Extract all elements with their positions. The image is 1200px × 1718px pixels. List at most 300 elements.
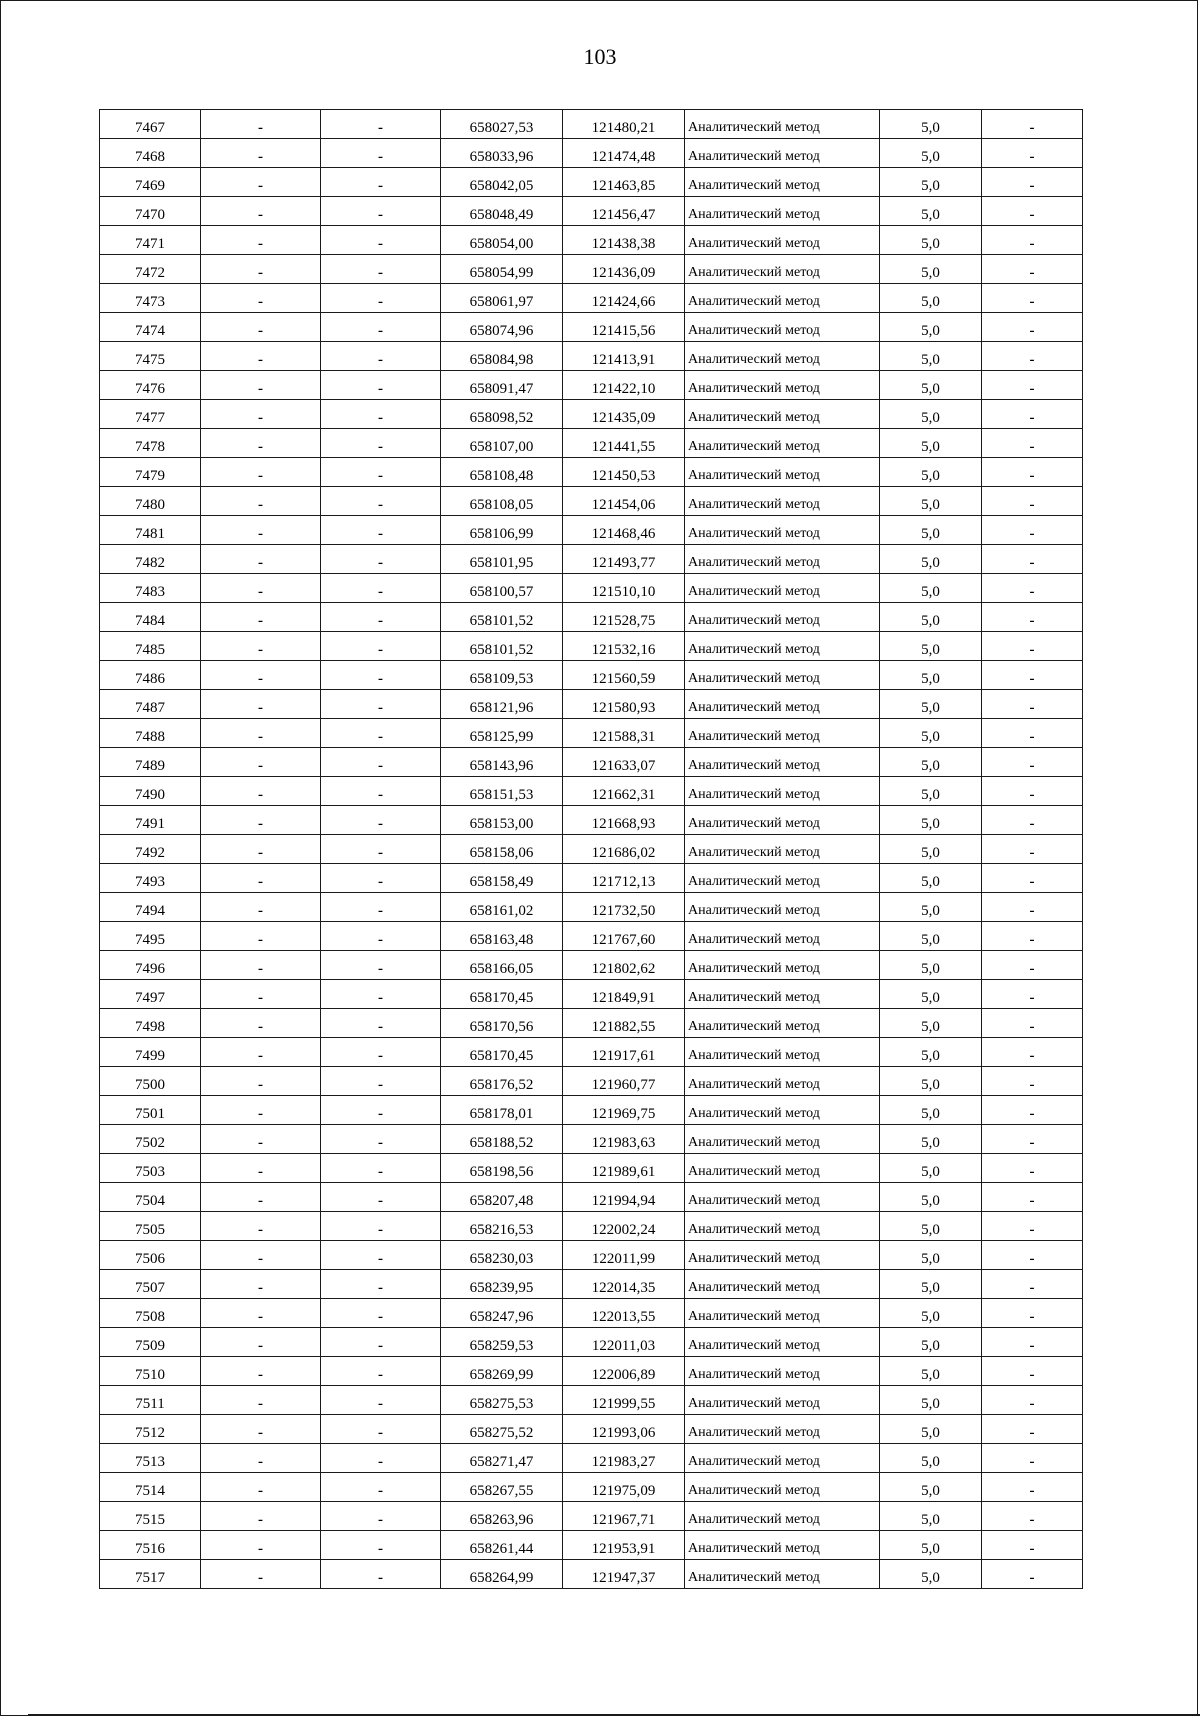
empty-col-2-cell: - — [201, 255, 321, 284]
empty-col-3-cell: - — [321, 1473, 441, 1502]
table-row — [100, 1125, 1083, 1154]
y-coordinate-cell: 121989,61 — [563, 1154, 685, 1183]
table-row — [100, 777, 1083, 806]
y-coordinate-cell: 122002,24 — [563, 1212, 685, 1241]
method-cell: Аналитический метод — [685, 1386, 880, 1415]
y-coordinate-cell: 121732,50 — [563, 893, 685, 922]
y-coordinate-cell: 121510,10 — [563, 574, 685, 603]
empty-col-3-cell: - — [321, 1125, 441, 1154]
coordinates-table-body — [100, 110, 1083, 1589]
page-number: 103 — [583, 44, 617, 69]
table-row — [100, 864, 1083, 893]
empty-col-2-cell: - — [201, 719, 321, 748]
y-coordinate-cell: 121882,55 — [563, 1009, 685, 1038]
x-coordinate-cell: 658042,05 — [441, 168, 563, 197]
table-row — [100, 1038, 1083, 1067]
table-row — [100, 516, 1083, 545]
point-number-cell: 7471 — [100, 226, 201, 255]
method-cell: Аналитический метод — [685, 255, 880, 284]
x-coordinate-cell: 658074,96 — [441, 313, 563, 342]
point-number-cell: 7473 — [100, 284, 201, 313]
method-cell: Аналитический метод — [685, 980, 880, 1009]
table-row — [100, 1473, 1083, 1502]
accuracy-cell: 5,0 — [880, 400, 982, 429]
empty-col-2-cell: - — [201, 1531, 321, 1560]
table-row — [100, 719, 1083, 748]
x-coordinate-cell: 658109,53 — [441, 661, 563, 690]
y-coordinate-cell: 121960,77 — [563, 1067, 685, 1096]
empty-col-2-cell: - — [201, 1473, 321, 1502]
empty-col-2-cell: - — [201, 1183, 321, 1212]
empty-col-8-cell: - — [982, 1270, 1083, 1299]
empty-col-8-cell: - — [982, 719, 1083, 748]
empty-col-2-cell: - — [201, 1502, 321, 1531]
point-number-cell: 7507 — [100, 1270, 201, 1299]
accuracy-cell: 5,0 — [880, 806, 982, 835]
empty-col-2-cell: - — [201, 835, 321, 864]
y-coordinate-cell: 121947,37 — [563, 1560, 685, 1589]
empty-col-2-cell: - — [201, 1299, 321, 1328]
accuracy-cell: 5,0 — [880, 1096, 982, 1125]
method-cell: Аналитический метод — [685, 516, 880, 545]
y-coordinate-cell: 121435,09 — [563, 400, 685, 429]
empty-col-3-cell: - — [321, 516, 441, 545]
accuracy-cell: 5,0 — [880, 1270, 982, 1299]
point-number-cell: 7477 — [100, 400, 201, 429]
method-cell: Аналитический метод — [685, 1473, 880, 1502]
y-coordinate-cell: 121560,59 — [563, 661, 685, 690]
method-cell: Аналитический метод — [685, 1328, 880, 1357]
point-number-cell: 7509 — [100, 1328, 201, 1357]
accuracy-cell: 5,0 — [880, 1560, 982, 1589]
accuracy-cell: 5,0 — [880, 1531, 982, 1560]
table-row — [100, 110, 1083, 139]
x-coordinate-cell: 658170,56 — [441, 1009, 563, 1038]
empty-col-8-cell: - — [982, 1096, 1083, 1125]
empty-col-3-cell: - — [321, 313, 441, 342]
empty-col-2-cell: - — [201, 951, 321, 980]
y-coordinate-cell: 121454,06 — [563, 487, 685, 516]
empty-col-3-cell: - — [321, 168, 441, 197]
empty-col-3-cell: - — [321, 226, 441, 255]
accuracy-cell: 5,0 — [880, 748, 982, 777]
y-coordinate-cell: 122014,35 — [563, 1270, 685, 1299]
empty-col-3-cell: - — [321, 1154, 441, 1183]
point-number-cell: 7492 — [100, 835, 201, 864]
empty-col-3-cell: - — [321, 110, 441, 139]
y-coordinate-cell: 121633,07 — [563, 748, 685, 777]
x-coordinate-cell: 658261,44 — [441, 1531, 563, 1560]
x-coordinate-cell: 658198,56 — [441, 1154, 563, 1183]
y-coordinate-cell: 121712,13 — [563, 864, 685, 893]
empty-col-2-cell: - — [201, 1067, 321, 1096]
empty-col-3-cell: - — [321, 1386, 441, 1415]
empty-col-3-cell: - — [321, 1357, 441, 1386]
empty-col-3-cell: - — [321, 1299, 441, 1328]
empty-col-3-cell: - — [321, 632, 441, 661]
accuracy-cell: 5,0 — [880, 603, 982, 632]
point-number-cell: 7479 — [100, 458, 201, 487]
accuracy-cell: 5,0 — [880, 342, 982, 371]
method-cell: Аналитический метод — [685, 1009, 880, 1038]
accuracy-cell: 5,0 — [880, 1502, 982, 1531]
y-coordinate-cell: 121463,85 — [563, 168, 685, 197]
table-row — [100, 835, 1083, 864]
empty-col-2-cell: - — [201, 1038, 321, 1067]
empty-col-2-cell: - — [201, 168, 321, 197]
empty-col-3-cell: - — [321, 1067, 441, 1096]
x-coordinate-cell: 658054,99 — [441, 255, 563, 284]
method-cell: Аналитический метод — [685, 806, 880, 835]
y-coordinate-cell: 121849,91 — [563, 980, 685, 1009]
x-coordinate-cell: 658163,48 — [441, 922, 563, 951]
table-row — [100, 400, 1083, 429]
empty-col-2-cell: - — [201, 1212, 321, 1241]
empty-col-8-cell: - — [982, 690, 1083, 719]
method-cell: Аналитический метод — [685, 1415, 880, 1444]
empty-col-3-cell: - — [321, 429, 441, 458]
empty-col-3-cell: - — [321, 835, 441, 864]
empty-col-8-cell: - — [982, 806, 1083, 835]
x-coordinate-cell: 658259,53 — [441, 1328, 563, 1357]
table-row — [100, 661, 1083, 690]
point-number-cell: 7501 — [100, 1096, 201, 1125]
empty-col-8-cell: - — [982, 777, 1083, 806]
point-number-cell: 7503 — [100, 1154, 201, 1183]
accuracy-cell: 5,0 — [880, 980, 982, 1009]
point-number-cell: 7495 — [100, 922, 201, 951]
empty-col-2-cell: - — [201, 1154, 321, 1183]
empty-col-8-cell: - — [982, 835, 1083, 864]
accuracy-cell: 5,0 — [880, 284, 982, 313]
empty-col-8-cell: - — [982, 371, 1083, 400]
y-coordinate-cell: 121422,10 — [563, 371, 685, 400]
method-cell: Аналитический метод — [685, 864, 880, 893]
x-coordinate-cell: 658100,57 — [441, 574, 563, 603]
empty-col-3-cell: - — [321, 1038, 441, 1067]
accuracy-cell: 5,0 — [880, 226, 982, 255]
table-row — [100, 487, 1083, 516]
accuracy-cell: 5,0 — [880, 516, 982, 545]
point-number-cell: 7470 — [100, 197, 201, 226]
point-number-cell: 7514 — [100, 1473, 201, 1502]
point-number-cell: 7475 — [100, 342, 201, 371]
x-coordinate-cell: 658091,47 — [441, 371, 563, 400]
table-row — [100, 1241, 1083, 1270]
accuracy-cell: 5,0 — [880, 1183, 982, 1212]
method-cell: Аналитический метод — [685, 342, 880, 371]
x-coordinate-cell: 658101,52 — [441, 603, 563, 632]
table-row — [100, 980, 1083, 1009]
empty-col-8-cell: - — [982, 603, 1083, 632]
table-row — [100, 1415, 1083, 1444]
accuracy-cell: 5,0 — [880, 719, 982, 748]
empty-col-2-cell: - — [201, 690, 321, 719]
y-coordinate-cell: 121994,94 — [563, 1183, 685, 1212]
accuracy-cell: 5,0 — [880, 168, 982, 197]
empty-col-3-cell: - — [321, 1502, 441, 1531]
y-coordinate-cell: 121413,91 — [563, 342, 685, 371]
empty-col-8-cell: - — [982, 1183, 1083, 1212]
y-coordinate-cell: 121767,60 — [563, 922, 685, 951]
point-number-cell: 7488 — [100, 719, 201, 748]
table-row — [100, 603, 1083, 632]
x-coordinate-cell: 658170,45 — [441, 1038, 563, 1067]
y-coordinate-cell: 121438,38 — [563, 226, 685, 255]
empty-col-8-cell: - — [982, 1328, 1083, 1357]
empty-col-2-cell: - — [201, 487, 321, 516]
point-number-cell: 7469 — [100, 168, 201, 197]
accuracy-cell: 5,0 — [880, 951, 982, 980]
point-number-cell: 7480 — [100, 487, 201, 516]
method-cell: Аналитический метод — [685, 1270, 880, 1299]
x-coordinate-cell: 658176,52 — [441, 1067, 563, 1096]
empty-col-2-cell: - — [201, 864, 321, 893]
empty-col-8-cell: - — [982, 458, 1083, 487]
x-coordinate-cell: 658263,96 — [441, 1502, 563, 1531]
empty-col-2-cell: - — [201, 545, 321, 574]
empty-col-8-cell: - — [982, 574, 1083, 603]
table-row — [100, 1212, 1083, 1241]
empty-col-3-cell: - — [321, 284, 441, 313]
y-coordinate-cell: 121424,66 — [563, 284, 685, 313]
y-coordinate-cell: 121415,56 — [563, 313, 685, 342]
y-coordinate-cell: 121468,46 — [563, 516, 685, 545]
accuracy-cell: 5,0 — [880, 487, 982, 516]
accuracy-cell: 5,0 — [880, 1386, 982, 1415]
point-number-cell: 7476 — [100, 371, 201, 400]
y-coordinate-cell: 122011,99 — [563, 1241, 685, 1270]
table-row — [100, 574, 1083, 603]
empty-col-8-cell: - — [982, 1531, 1083, 1560]
y-coordinate-cell: 122011,03 — [563, 1328, 685, 1357]
accuracy-cell: 5,0 — [880, 1125, 982, 1154]
x-coordinate-cell: 658271,47 — [441, 1444, 563, 1473]
method-cell: Аналитический метод — [685, 1038, 880, 1067]
empty-col-2-cell: - — [201, 1009, 321, 1038]
point-number-cell: 7468 — [100, 139, 201, 168]
accuracy-cell: 5,0 — [880, 458, 982, 487]
y-coordinate-cell: 121450,53 — [563, 458, 685, 487]
x-coordinate-cell: 658239,95 — [441, 1270, 563, 1299]
x-coordinate-cell: 658027,53 — [441, 110, 563, 139]
empty-col-8-cell: - — [982, 1386, 1083, 1415]
x-coordinate-cell: 658230,03 — [441, 1241, 563, 1270]
point-number-cell: 7498 — [100, 1009, 201, 1038]
empty-col-2-cell: - — [201, 1415, 321, 1444]
x-coordinate-cell: 658275,53 — [441, 1386, 563, 1415]
y-coordinate-cell: 121480,21 — [563, 110, 685, 139]
empty-col-3-cell: - — [321, 400, 441, 429]
point-number-cell: 7505 — [100, 1212, 201, 1241]
empty-col-2-cell: - — [201, 1125, 321, 1154]
table-row — [100, 1328, 1083, 1357]
empty-col-2-cell: - — [201, 632, 321, 661]
empty-col-8-cell: - — [982, 1560, 1083, 1589]
empty-col-8-cell: - — [982, 951, 1083, 980]
method-cell: Аналитический метод — [685, 168, 880, 197]
x-coordinate-cell: 658178,01 — [441, 1096, 563, 1125]
empty-col-2-cell: - — [201, 806, 321, 835]
table-row — [100, 1154, 1083, 1183]
empty-col-3-cell: - — [321, 951, 441, 980]
table-row — [100, 1009, 1083, 1038]
empty-col-8-cell: - — [982, 1038, 1083, 1067]
accuracy-cell: 5,0 — [880, 1473, 982, 1502]
accuracy-cell: 5,0 — [880, 1299, 982, 1328]
empty-col-8-cell: - — [982, 1444, 1083, 1473]
method-cell: Аналитический метод — [685, 1531, 880, 1560]
empty-col-3-cell: - — [321, 922, 441, 951]
page-bottom-rule — [28, 1714, 1200, 1716]
empty-col-8-cell: - — [982, 110, 1083, 139]
empty-col-2-cell: - — [201, 1357, 321, 1386]
empty-col-2-cell: - — [201, 342, 321, 371]
empty-col-2-cell: - — [201, 893, 321, 922]
accuracy-cell: 5,0 — [880, 1154, 982, 1183]
point-number-cell: 7483 — [100, 574, 201, 603]
empty-col-2-cell: - — [201, 574, 321, 603]
y-coordinate-cell: 121588,31 — [563, 719, 685, 748]
method-cell: Аналитический метод — [685, 1096, 880, 1125]
x-coordinate-cell: 658101,52 — [441, 632, 563, 661]
empty-col-2-cell: - — [201, 371, 321, 400]
table-row — [100, 226, 1083, 255]
x-coordinate-cell: 658108,05 — [441, 487, 563, 516]
empty-col-3-cell: - — [321, 1328, 441, 1357]
method-cell: Аналитический метод — [685, 951, 880, 980]
y-coordinate-cell: 121802,62 — [563, 951, 685, 980]
empty-col-8-cell: - — [982, 1473, 1083, 1502]
method-cell: Аналитический метод — [685, 1560, 880, 1589]
accuracy-cell: 5,0 — [880, 1038, 982, 1067]
accuracy-cell: 5,0 — [880, 632, 982, 661]
accuracy-cell: 5,0 — [880, 661, 982, 690]
point-number-cell: 7499 — [100, 1038, 201, 1067]
accuracy-cell: 5,0 — [880, 1444, 982, 1473]
accuracy-cell: 5,0 — [880, 922, 982, 951]
point-number-cell: 7510 — [100, 1357, 201, 1386]
empty-col-3-cell: - — [321, 864, 441, 893]
y-coordinate-cell: 121983,27 — [563, 1444, 685, 1473]
table-row — [100, 1502, 1083, 1531]
table-row — [100, 1096, 1083, 1125]
table-row — [100, 1299, 1083, 1328]
table-row — [100, 893, 1083, 922]
x-coordinate-cell: 658106,99 — [441, 516, 563, 545]
empty-col-2-cell: - — [201, 516, 321, 545]
point-number-cell: 7500 — [100, 1067, 201, 1096]
accuracy-cell: 5,0 — [880, 690, 982, 719]
empty-col-2-cell: - — [201, 313, 321, 342]
empty-col-2-cell: - — [201, 748, 321, 777]
empty-col-8-cell: - — [982, 661, 1083, 690]
empty-col-8-cell: - — [982, 1009, 1083, 1038]
accuracy-cell: 5,0 — [880, 1328, 982, 1357]
empty-col-3-cell: - — [321, 1096, 441, 1125]
empty-col-8-cell: - — [982, 864, 1083, 893]
empty-col-8-cell: - — [982, 1154, 1083, 1183]
method-cell: Аналитический метод — [685, 922, 880, 951]
method-cell: Аналитический метод — [685, 719, 880, 748]
method-cell: Аналитический метод — [685, 1299, 880, 1328]
y-coordinate-cell: 121493,77 — [563, 545, 685, 574]
x-coordinate-cell: 658207,48 — [441, 1183, 563, 1212]
empty-col-2-cell: - — [201, 429, 321, 458]
point-number-cell: 7502 — [100, 1125, 201, 1154]
y-coordinate-cell: 121983,63 — [563, 1125, 685, 1154]
x-coordinate-cell: 658275,52 — [441, 1415, 563, 1444]
coordinates-table — [99, 109, 1083, 1589]
method-cell: Аналитический метод — [685, 690, 880, 719]
accuracy-cell: 5,0 — [880, 110, 982, 139]
y-coordinate-cell: 122006,89 — [563, 1357, 685, 1386]
y-coordinate-cell: 121580,93 — [563, 690, 685, 719]
point-number-cell: 7497 — [100, 980, 201, 1009]
x-coordinate-cell: 658247,96 — [441, 1299, 563, 1328]
y-coordinate-cell: 121456,47 — [563, 197, 685, 226]
method-cell: Аналитический метод — [685, 603, 880, 632]
empty-col-8-cell: - — [982, 1241, 1083, 1270]
table-row — [100, 429, 1083, 458]
method-cell: Аналитический метод — [685, 1444, 880, 1473]
empty-col-3-cell: - — [321, 1009, 441, 1038]
method-cell: Аналитический метод — [685, 110, 880, 139]
table-row — [100, 342, 1083, 371]
method-cell: Аналитический метод — [685, 777, 880, 806]
x-coordinate-cell: 658048,49 — [441, 197, 563, 226]
y-coordinate-cell: 121969,75 — [563, 1096, 685, 1125]
x-coordinate-cell: 658107,00 — [441, 429, 563, 458]
empty-col-3-cell: - — [321, 1212, 441, 1241]
table-row — [100, 1531, 1083, 1560]
method-cell: Аналитический метод — [685, 545, 880, 574]
empty-col-8-cell: - — [982, 893, 1083, 922]
y-coordinate-cell: 121662,31 — [563, 777, 685, 806]
method-cell: Аналитический метод — [685, 835, 880, 864]
empty-col-8-cell: - — [982, 284, 1083, 313]
empty-col-8-cell: - — [982, 1502, 1083, 1531]
y-coordinate-cell: 121917,61 — [563, 1038, 685, 1067]
x-coordinate-cell: 658151,53 — [441, 777, 563, 806]
empty-col-8-cell: - — [982, 632, 1083, 661]
table-row — [100, 313, 1083, 342]
point-number-cell: 7515 — [100, 1502, 201, 1531]
empty-col-8-cell: - — [982, 516, 1083, 545]
empty-col-8-cell: - — [982, 1212, 1083, 1241]
point-number-cell: 7511 — [100, 1386, 201, 1415]
empty-col-2-cell: - — [201, 1560, 321, 1589]
y-coordinate-cell: 121532,16 — [563, 632, 685, 661]
point-number-cell: 7494 — [100, 893, 201, 922]
point-number-cell: 7496 — [100, 951, 201, 980]
empty-col-3-cell: - — [321, 1183, 441, 1212]
empty-col-8-cell: - — [982, 197, 1083, 226]
x-coordinate-cell: 658158,06 — [441, 835, 563, 864]
table-row — [100, 1067, 1083, 1096]
table-row — [100, 371, 1083, 400]
method-cell: Аналитический метод — [685, 313, 880, 342]
x-coordinate-cell: 658143,96 — [441, 748, 563, 777]
empty-col-3-cell: - — [321, 1531, 441, 1560]
table-row — [100, 1444, 1083, 1473]
empty-col-2-cell: - — [201, 139, 321, 168]
point-number-cell: 7485 — [100, 632, 201, 661]
accuracy-cell: 5,0 — [880, 313, 982, 342]
empty-col-8-cell: - — [982, 1357, 1083, 1386]
method-cell: Аналитический метод — [685, 1212, 880, 1241]
accuracy-cell: 5,0 — [880, 835, 982, 864]
